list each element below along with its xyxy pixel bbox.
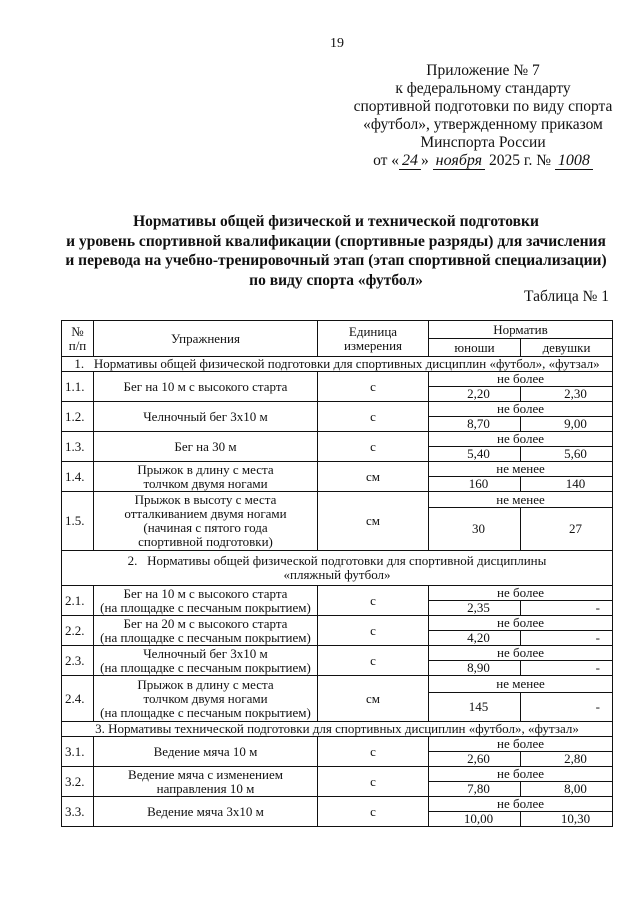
unit-of-measure: с bbox=[318, 432, 429, 462]
header-unit bbox=[318, 321, 429, 357]
exercise-name-line: (на площадке с песчаным покрытием) bbox=[100, 659, 311, 675]
appendix-line: спортивной подготовки по виду спорта bbox=[353, 98, 613, 115]
header-unit-line: измерения bbox=[343, 337, 403, 353]
norm-value-boys: 2,35 bbox=[429, 601, 521, 616]
norm-condition: не более bbox=[429, 372, 613, 387]
section-title-line: «пляжный футбол» bbox=[283, 567, 391, 582]
section-title bbox=[62, 551, 613, 586]
exercise-name bbox=[94, 767, 318, 797]
exercise-name bbox=[94, 737, 318, 767]
exercise-row bbox=[62, 767, 613, 782]
row-number: 1.3. bbox=[62, 432, 94, 462]
norm-value-boys: 4,20 bbox=[429, 631, 521, 646]
appendix-line: «футбол», утвержденному приказом bbox=[363, 116, 603, 133]
page-number: 19 bbox=[330, 36, 344, 51]
exercise-row bbox=[62, 646, 613, 661]
section-row bbox=[62, 357, 613, 372]
table-caption: Таблица № 1 bbox=[524, 288, 609, 305]
order-number-handwritten: 1008 bbox=[555, 152, 593, 170]
norm-value-girls: 5,60 bbox=[521, 447, 613, 462]
norm-value-girls: - bbox=[521, 601, 613, 616]
norm-condition: не более bbox=[429, 402, 613, 417]
unit-of-measure: с bbox=[318, 586, 429, 616]
exercise-name-line: отталкиванием двумя ногами bbox=[124, 506, 287, 521]
norm-value-boys: 145 bbox=[429, 693, 521, 722]
header-exercise: Упражнения bbox=[94, 321, 318, 357]
row-number: 3.2. bbox=[62, 767, 94, 797]
norm-condition: не более bbox=[429, 616, 613, 631]
unit-of-measure: с bbox=[318, 797, 429, 827]
document-title bbox=[40, 212, 632, 291]
section-title bbox=[62, 357, 613, 372]
norm-condition: не менее bbox=[429, 462, 613, 477]
header-girls: девушки bbox=[521, 339, 613, 357]
header-row bbox=[62, 321, 613, 339]
order-year-label: 2025 г. № bbox=[488, 152, 552, 169]
exercise-name-line: Бег на 10 м с высокого старта bbox=[123, 378, 288, 394]
order-month-handwritten: ноября bbox=[433, 152, 485, 170]
title-line: и уровень спортивной квалификации (спортивные разряды) для зачисления bbox=[66, 232, 606, 250]
unit-of-measure: см bbox=[318, 492, 429, 551]
row-number: 2.3. bbox=[62, 646, 94, 676]
exercise-row bbox=[62, 402, 613, 417]
unit-of-measure: см bbox=[318, 676, 429, 722]
unit-of-measure: с bbox=[318, 737, 429, 767]
exercise-name-line: Бег на 10 м с высокого старта bbox=[123, 585, 288, 601]
exercise-name bbox=[94, 372, 318, 402]
row-number: 2.1. bbox=[62, 586, 94, 616]
norm-value-girls: 2,80 bbox=[521, 752, 613, 767]
exercise-row bbox=[62, 616, 613, 631]
exercise-row bbox=[62, 492, 613, 508]
row-number: 1.5. bbox=[62, 492, 94, 551]
norms-table bbox=[61, 320, 613, 827]
norm-value-girls: 10,30 bbox=[521, 812, 613, 827]
unit-of-measure: с bbox=[318, 616, 429, 646]
exercise-name-line: спортивной подготовки) bbox=[138, 534, 273, 549]
exercise-row bbox=[62, 432, 613, 447]
norm-value-girls: 2,30 bbox=[521, 387, 613, 402]
order-prefix: от « bbox=[373, 152, 400, 169]
exercise-name-line: Бег на 20 м с высокого старта bbox=[123, 615, 288, 631]
exercise-name-line: Прыжок в высоту с места bbox=[134, 492, 277, 507]
norm-condition: не менее bbox=[429, 676, 613, 693]
row-number: 1.4. bbox=[62, 462, 94, 492]
norm-value-boys: 2,60 bbox=[429, 752, 521, 767]
row-number: 2.4. bbox=[62, 676, 94, 722]
norm-value-girls: - bbox=[521, 693, 613, 722]
header-number-line: п/п bbox=[68, 337, 87, 353]
norm-condition: не более bbox=[429, 767, 613, 782]
exercise-row bbox=[62, 676, 613, 693]
table-header bbox=[62, 321, 613, 357]
exercise-name bbox=[94, 586, 318, 616]
exercise-row bbox=[62, 797, 613, 812]
norm-condition: не более bbox=[429, 797, 613, 812]
appendix-line: к федеральному стандарту bbox=[395, 80, 571, 97]
norm-condition: не более bbox=[429, 432, 613, 447]
exercise-row bbox=[62, 586, 613, 601]
exercise-name-line: Бег на 30 м bbox=[174, 438, 237, 454]
appendix-line: Минспорта России bbox=[420, 134, 546, 151]
norm-value-boys: 8,70 bbox=[429, 417, 521, 432]
appendix-line: Приложение № 7 bbox=[426, 62, 540, 79]
norm-value-boys: 160 bbox=[429, 477, 521, 492]
norm-condition: не более bbox=[429, 586, 613, 601]
header-number bbox=[62, 321, 94, 357]
row-number: 2.2. bbox=[62, 616, 94, 646]
row-number: 1.1. bbox=[62, 372, 94, 402]
exercise-name bbox=[94, 402, 318, 432]
exercise-name bbox=[94, 462, 318, 492]
section-title-line: 2. Нормативы общей физической подготовки для спортивной дисциплины bbox=[127, 553, 547, 568]
norm-condition: не более bbox=[429, 646, 613, 661]
row-number: 3.1. bbox=[62, 737, 94, 767]
norm-condition: не более bbox=[429, 737, 613, 752]
header-number-line: № bbox=[71, 323, 84, 339]
norm-value-girls: 9,00 bbox=[521, 417, 613, 432]
order-day-handwritten: 24 bbox=[399, 152, 421, 170]
title-line: и перевода на учебно-тренировочный этап (этап спортивной специализации) bbox=[65, 252, 607, 270]
exercise-name-line: толчком двумя ногами bbox=[143, 475, 268, 491]
order-day-close: » bbox=[421, 152, 429, 169]
exercise-name-line: Ведение мяча 10 м bbox=[153, 743, 258, 759]
norm-value-boys: 10,00 bbox=[429, 812, 521, 827]
exercise-name-line: Челночный бег 3х10 м bbox=[143, 408, 268, 424]
norm-condition: не менее bbox=[429, 492, 613, 508]
norm-value-boys: 2,20 bbox=[429, 387, 521, 402]
header-norm: Норматив bbox=[429, 321, 613, 339]
unit-of-measure: с bbox=[318, 402, 429, 432]
section-title-line: 3. Нормативы технической подготовки для спортивных дисциплин «футбол», «футзал» bbox=[95, 721, 579, 736]
order-date-line bbox=[345, 152, 621, 170]
exercise-name-line: (на площадке с песчаным покрытием) bbox=[100, 704, 311, 720]
exercise-name-line: Прыжок в длину с места bbox=[137, 461, 274, 477]
title-line: по виду спорта «футбол» bbox=[249, 272, 423, 290]
section-title bbox=[62, 722, 613, 737]
title-line: Нормативы общей физической и технической подготовки bbox=[133, 213, 539, 230]
exercise-name bbox=[94, 492, 318, 551]
exercise-row bbox=[62, 372, 613, 387]
exercise-row bbox=[62, 462, 613, 477]
norm-value-girls: - bbox=[521, 631, 613, 646]
exercise-name-line: Челночный бег 3х10 м bbox=[143, 645, 268, 661]
norm-value-girls: 140 bbox=[521, 477, 613, 492]
exercise-name-line: направления 10 м bbox=[156, 780, 255, 796]
unit-of-measure: см bbox=[318, 462, 429, 492]
exercise-name bbox=[94, 646, 318, 676]
exercise-name-line: (на площадке с песчаным покрытием) bbox=[100, 599, 311, 615]
norm-value-girls: 8,00 bbox=[521, 782, 613, 797]
exercise-name-line: Прыжок в длину с места bbox=[137, 676, 274, 692]
unit-of-measure: с bbox=[318, 767, 429, 797]
exercise-row bbox=[62, 737, 613, 752]
unit-of-measure: с bbox=[318, 646, 429, 676]
exercise-name bbox=[94, 616, 318, 646]
exercise-name bbox=[94, 797, 318, 827]
row-number: 3.3. bbox=[62, 797, 94, 827]
exercise-name-line: (начиная с пятого года bbox=[143, 520, 268, 535]
exercise-name-line: толчком двумя ногами bbox=[143, 690, 268, 706]
section-title-line: 1. Нормативы общей физической подготовки для спортивных дисциплин «футбол», «футзал» bbox=[74, 356, 600, 371]
appendix-header bbox=[345, 62, 621, 170]
norm-value-boys: 30 bbox=[429, 508, 521, 551]
header-unit-line: Единица bbox=[348, 323, 398, 339]
header-boys: юноши bbox=[429, 339, 521, 357]
norm-value-boys: 8,90 bbox=[429, 661, 521, 676]
unit-of-measure: с bbox=[318, 372, 429, 402]
norm-value-boys: 5,40 bbox=[429, 447, 521, 462]
section-row bbox=[62, 722, 613, 737]
table-body bbox=[62, 357, 613, 827]
norm-value-girls: 27 bbox=[521, 508, 613, 551]
exercise-name-line: Ведение мяча 3х10 м bbox=[147, 803, 264, 819]
exercise-name-line: Ведение мяча с изменением bbox=[128, 766, 283, 782]
exercise-name bbox=[94, 432, 318, 462]
exercise-name-line: (на площадке с песчаным покрытием) bbox=[100, 629, 311, 645]
row-number: 1.2. bbox=[62, 402, 94, 432]
norm-value-boys: 7,80 bbox=[429, 782, 521, 797]
norm-value-girls: - bbox=[521, 661, 613, 676]
exercise-name bbox=[94, 676, 318, 722]
section-row bbox=[62, 551, 613, 586]
